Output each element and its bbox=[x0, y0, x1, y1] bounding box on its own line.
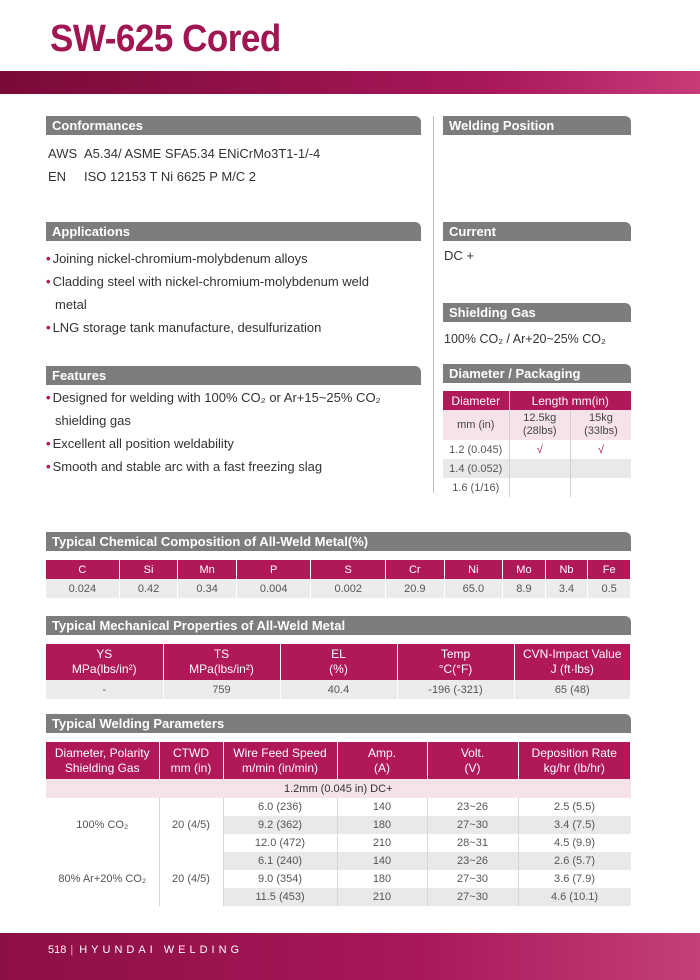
sub-diameter: mm (in) bbox=[443, 410, 509, 440]
conformance-value: A5.34/ ASME SFA5.34 ENiCrMo3T1-1/-4 bbox=[84, 146, 321, 161]
conformance-std: AWS bbox=[48, 146, 78, 161]
footer-separator: | bbox=[70, 944, 74, 956]
footer-band bbox=[0, 933, 700, 980]
feature-item-continued: shielding gas bbox=[55, 413, 131, 428]
diameter-packaging-heading: Diameter / Packaging bbox=[443, 364, 631, 383]
welding-params-heading: Typical Welding Parameters bbox=[46, 714, 631, 733]
chemical-table: C Si Mn P S Cr Ni Mo Nb Fe 0.024 0.42 0.34 0.004 0.002 20.9 65.0 8.9 3.4 0.5 bbox=[46, 560, 631, 598]
table-row: 11.5 (453) 210 27~30 4.6 (10.1) bbox=[46, 888, 631, 906]
mechanical-table: YS MPa(lbs/in²) TS MPa(lbs/in²) EL (%) Temp °C(°F) CVN-Impact Value J (ft·lbs) - 759 40.4 -196 (-321) 65 (48) bbox=[46, 644, 631, 699]
features-heading: Features bbox=[46, 366, 421, 385]
table-row: 12.0 (472) 210 28~31 4.5 (9.9) bbox=[46, 834, 631, 852]
application-item: • LNG storage tank manufacture, desulfurization bbox=[46, 320, 322, 335]
page-title: SW-625 Cored bbox=[50, 18, 281, 60]
table-row: 80% Ar+20% CO₂ 20 (4/5) 6.1 (240) 140 23~26 2.6 (5.7) bbox=[46, 852, 631, 870]
sub-package-1: 12.5kg (28lbs) bbox=[509, 410, 570, 440]
applications-heading: Applications bbox=[46, 222, 421, 241]
footer-brand: HYUNDAI WELDING bbox=[79, 944, 244, 956]
chemical-heading: Typical Chemical Composition of All-Weld Metal(%) bbox=[46, 532, 631, 551]
header-band bbox=[0, 71, 700, 94]
column-divider bbox=[433, 116, 434, 493]
diameter-packaging-table bbox=[443, 391, 631, 497]
table-row: 9.2 (362) 180 27~30 3.4 (7.5) bbox=[46, 816, 631, 834]
conformance-value: ISO 12153 T Ni 6625 P M/C 2 bbox=[84, 169, 256, 184]
shielding-gas-value: 100% CO₂ / Ar+20~25% CO₂ bbox=[444, 332, 606, 346]
current-heading: Current bbox=[443, 222, 631, 241]
diameter-polarity-row: 1.2mm (0.045 in) DC+ bbox=[46, 779, 631, 798]
table-row: - 759 40.4 -196 (-321) 65 (48) bbox=[46, 680, 631, 699]
feature-item: • Excellent all position weldability bbox=[46, 436, 234, 451]
table-row: 0.024 0.42 0.34 0.004 0.002 20.9 65.0 8.9 3.4 0.5 bbox=[46, 579, 631, 598]
col-diameter: Diameter bbox=[443, 391, 509, 410]
table-row: 1.2 (0.045) √ √ bbox=[443, 440, 631, 459]
application-item: • Cladding steel with nickel-chromium-molybdenum weld bbox=[46, 274, 370, 289]
mechanical-heading: Typical Mechanical Properties of All-Weld Metal bbox=[46, 616, 631, 635]
welding-params-table: Diameter, Polarity Shielding Gas CTWD mm (in) Wire Feed Speed m/min (in/min) Amp. (A) Volt. (V) Deposition Rate kg/hr (lb/hr) 1.2mm (0.045 in) DC+ 100% CO₂ 20 (4/5) 6.0 (236) 140 23~26 2.5 (5.5) 9.2 (362) 180 27~30 3.4 (7.5) 12.0 (472) 210 28~31 4.5 (9.9) 80% Ar+20% CO₂ 20 (4/5) 6.1 (240) 140 23~26 2.6 (5.7) 9.0 (354) 180 27~30 3.6 (7.9) 11.5 (453) 210 27~30 4.6 (10.1) bbox=[46, 742, 631, 906]
conformances-heading: Conformances bbox=[46, 116, 421, 135]
sub-package-2: 15kg (33lbs) bbox=[570, 410, 631, 440]
col-length: Length mm(in) bbox=[509, 391, 631, 410]
welding-position-heading: Welding Position bbox=[443, 116, 631, 135]
feature-item: • Designed for welding with 100% CO₂ or Ar+15~25% CO₂ bbox=[46, 390, 381, 405]
footer-text bbox=[48, 944, 243, 956]
feature-item: • Smooth and stable arc with a fast freezing slag bbox=[46, 459, 323, 474]
table-row: 9.0 (354) 180 27~30 3.6 (7.9) bbox=[46, 870, 631, 888]
table-row: 1.4 (0.052) bbox=[443, 459, 631, 478]
page-number: 518 bbox=[48, 944, 67, 956]
table-row: 100% CO₂ 20 (4/5) 6.0 (236) 140 23~26 2.5 (5.5) bbox=[46, 798, 631, 816]
shielding-gas-heading: Shielding Gas bbox=[443, 303, 631, 322]
application-item-continued: metal bbox=[55, 297, 87, 312]
conformance-std: EN bbox=[48, 169, 67, 184]
conformance-row bbox=[48, 142, 320, 165]
current-value: DC + bbox=[444, 248, 474, 263]
conformance-row bbox=[48, 165, 256, 188]
table-row: 1.6 (1/16) bbox=[443, 478, 631, 497]
application-item: • Joining nickel-chromium-molybdenum alloys bbox=[46, 251, 308, 266]
